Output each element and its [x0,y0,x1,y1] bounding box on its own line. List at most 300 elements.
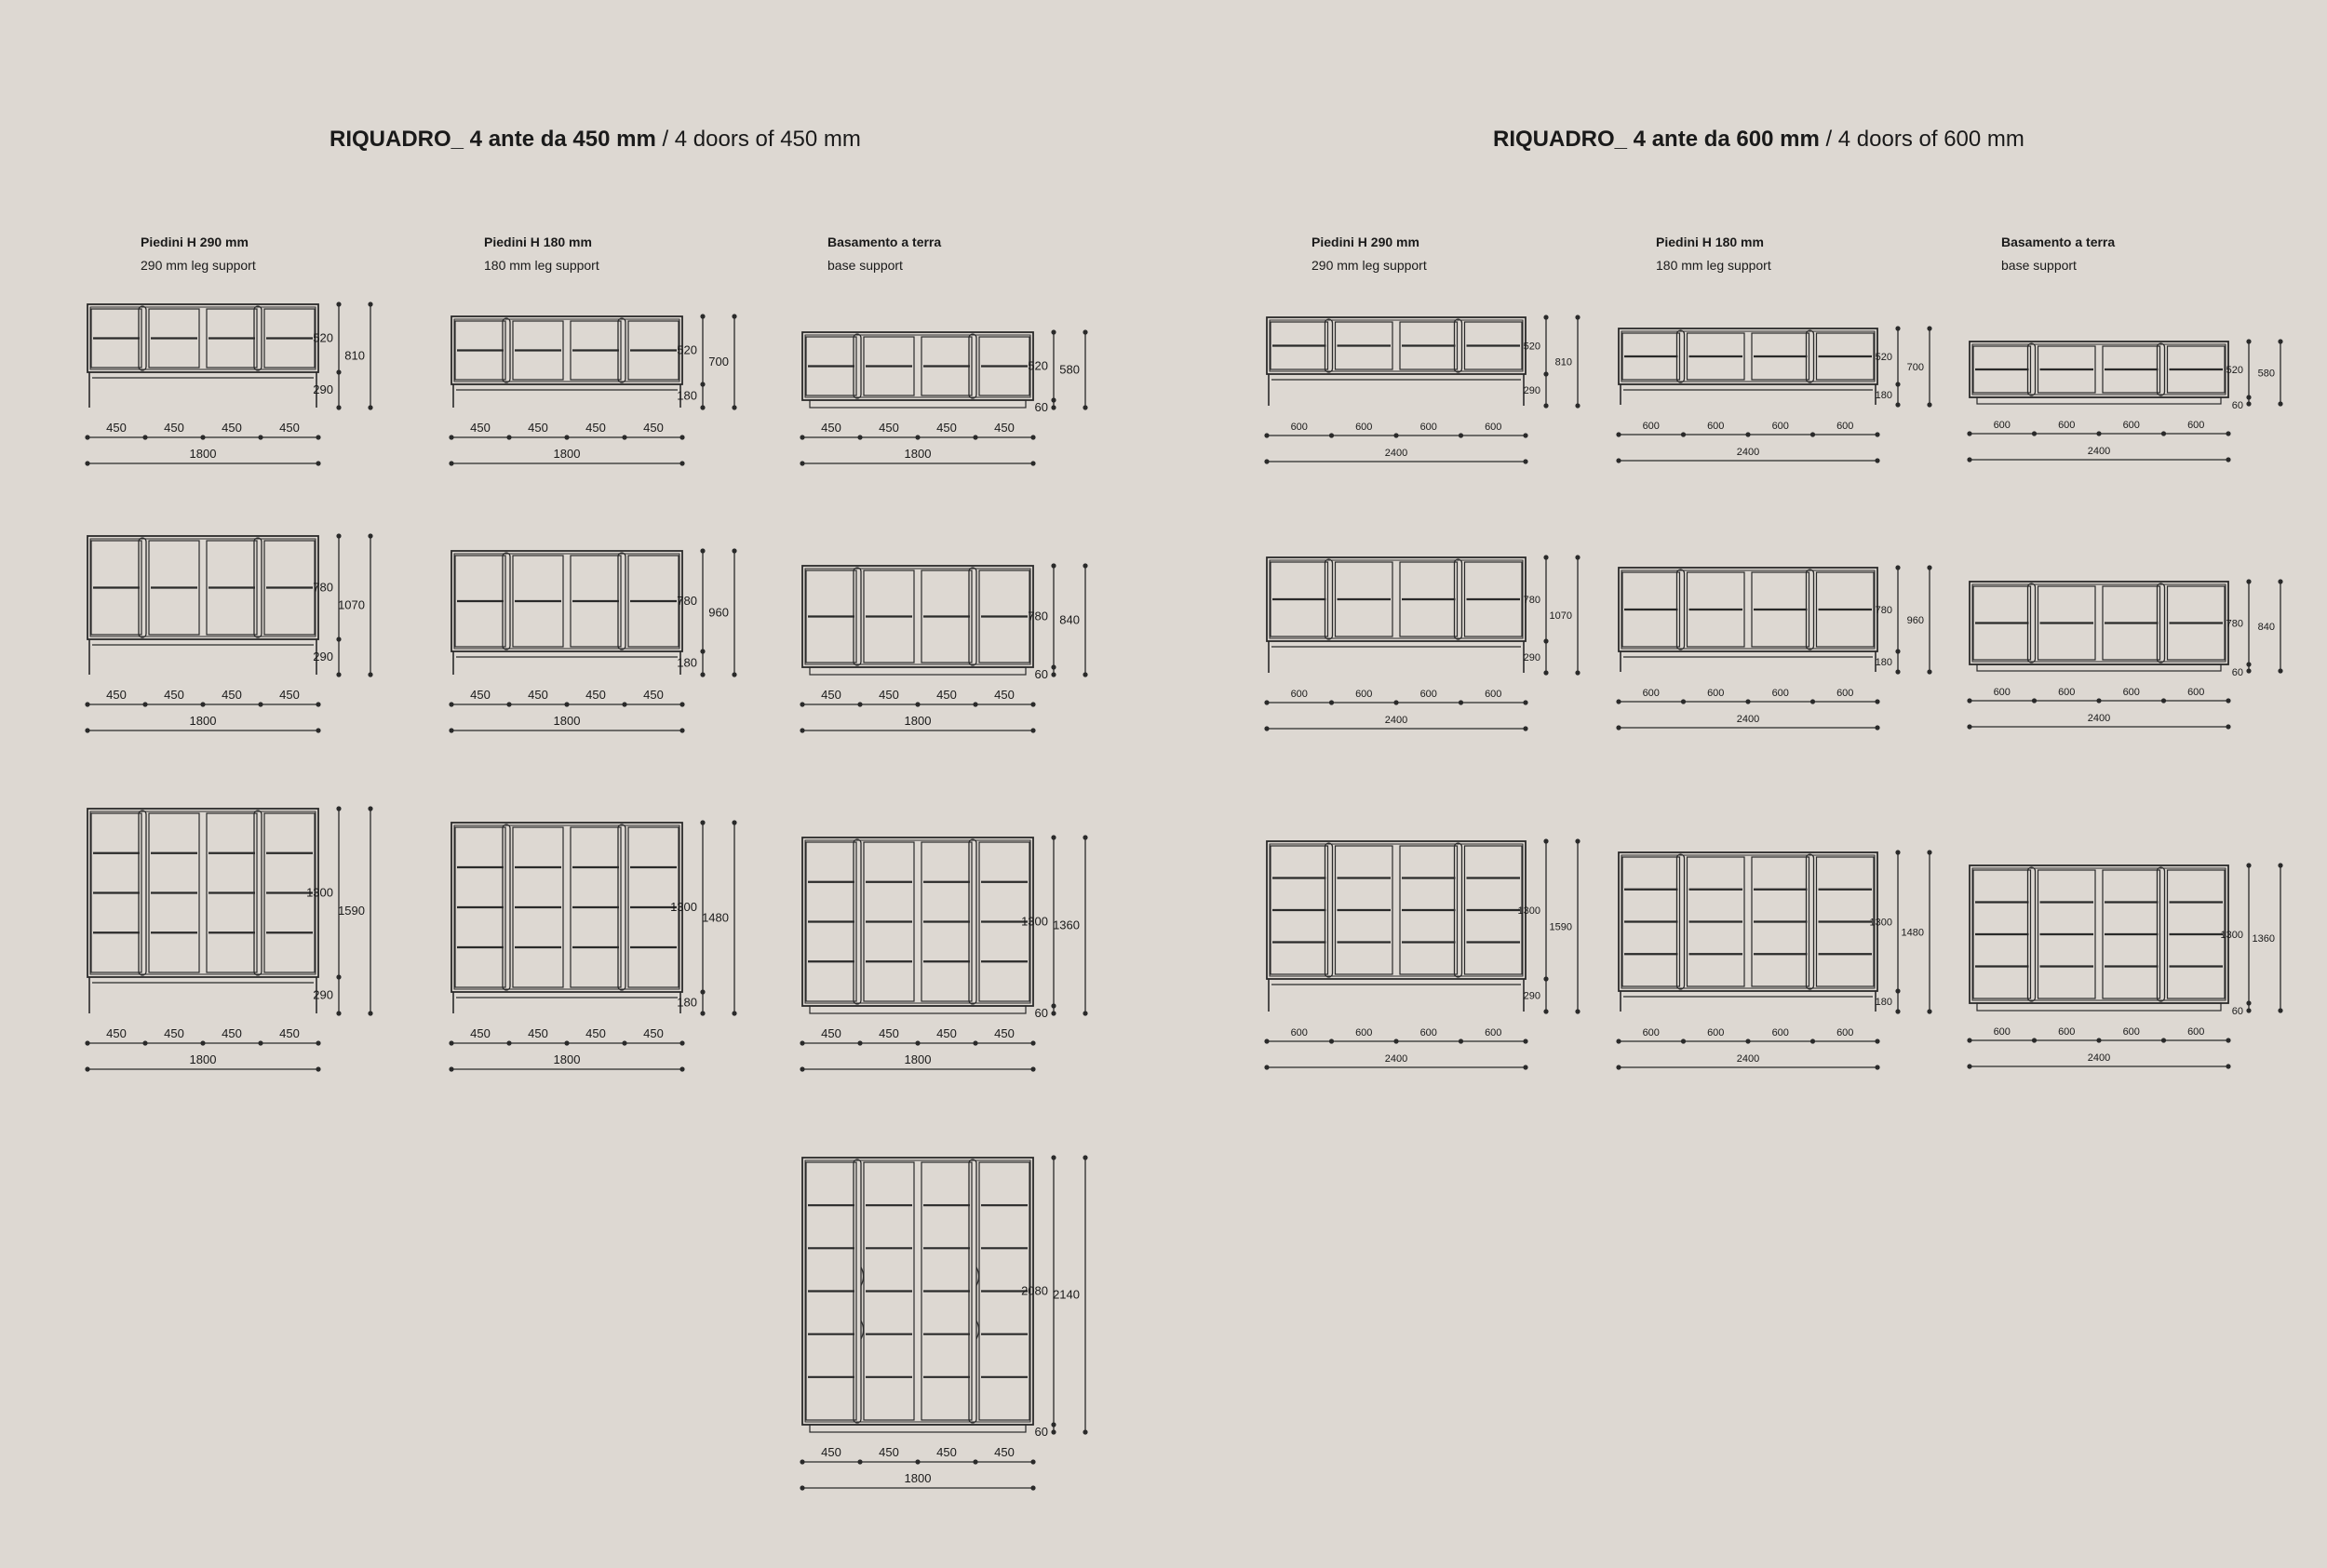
dimension-tick [2161,431,2166,436]
dimension-tick [142,702,147,706]
dimension-tick [368,533,372,538]
dimension-tick [1543,838,1548,843]
dimension-tick [2226,698,2230,703]
door-edge-profile [1807,854,1814,989]
body-height-label: 520 [677,342,697,357]
dimension-tick [2278,668,2282,673]
door-width-label: 600 [2058,1026,2076,1038]
dimension-tick [973,1459,977,1464]
door-width-label: 450 [994,1026,1015,1040]
door-edge-profile [2028,343,2036,395]
total-height-label: 1590 [338,904,365,918]
dimension-tick [700,672,705,677]
total-height-label: 1480 [1901,927,1924,939]
dimension-tick [1393,433,1398,437]
dimension-tick [1329,1039,1334,1043]
door-width-label: 600 [1290,1027,1308,1039]
dimension-tick [1543,555,1548,559]
total-height-label: 700 [1906,362,1924,373]
cabinet-unit-780-legs290 [85,533,372,732]
dimension-tick [368,672,372,677]
door-edge-profile [618,824,625,990]
dimension-tick [1575,1009,1580,1013]
dimension-tick [1967,1038,1971,1042]
door-width-label: 600 [1642,421,1660,432]
dimension-tick [622,435,626,439]
door-edge-profile [1325,843,1333,977]
door-width-label: 450 [106,1026,127,1040]
dimension-tick [857,1040,862,1045]
door-edge-profile [1677,330,1685,382]
door-width-label: 600 [1355,689,1373,700]
dimension-tick [2032,698,2037,703]
dimension-tick [2096,1038,2101,1042]
door-width-label: 450 [879,688,899,702]
dimension-tick [1543,976,1548,981]
door-edge-profile [2028,867,2036,1001]
dimension-tick [564,702,569,706]
dimension-tick [1895,402,1900,407]
door-edge-profile [503,318,510,382]
dimension-tick [2226,1064,2230,1068]
dimension-tick [1051,1422,1056,1427]
door-width-label: 450 [879,1026,899,1040]
door-width-label: 450 [821,1026,841,1040]
dimension-tick [449,1040,453,1045]
dimension-tick [506,702,511,706]
dimension-tick [732,314,736,318]
dimension-tick [1051,1429,1056,1434]
door-edge-profile [503,824,510,990]
total-width-label: 1800 [553,714,581,728]
dimension-tick [258,1040,262,1045]
total-width-label: 2400 [1736,1053,1760,1065]
dimension-tick [1681,432,1686,436]
dimension-tick [336,806,341,811]
dimension-tick [1523,726,1527,730]
cabinet-unit-1300-legs290 [85,806,372,1071]
door-width-label: 600 [1993,420,2011,431]
door-width-label: 450 [936,421,957,435]
dimension-tick [732,672,736,677]
dimension-tick [857,435,862,439]
base-height-label: 290 [313,987,333,1002]
dimension-tick [506,435,511,439]
total-height-label: 700 [708,355,729,369]
door-width-label: 450 [936,688,957,702]
plinth-base [1977,1003,2221,1011]
section-title-light: / 4 doors of 600 mm [1825,127,2024,152]
dimension-tick [2246,863,2251,867]
dimension-tick [316,1040,320,1045]
dimension-tick [1895,382,1900,386]
dimension-tick [1927,1009,1931,1013]
dimension-tick [2246,1000,2251,1005]
dimension-tick [1030,435,1035,439]
door-width-label: 450 [994,1445,1015,1459]
dimension-tick [973,702,977,706]
plinth-base [810,400,1026,408]
door-width-label: 600 [1771,688,1789,699]
column-label: Piedini H 180 mm [1656,235,1764,249]
column-label: Piedini H 290 mm [1311,235,1419,249]
column-label: Basamento a terra [827,235,942,249]
dimension-tick [1616,1065,1621,1069]
door-width-label: 600 [1419,422,1437,433]
dimension-tick [1051,329,1056,334]
total-height-label: 1590 [1549,921,1572,933]
dimension-tick [700,548,705,553]
base-height-label: 290 [313,382,333,396]
cabinet-unit-780-legs290 [1264,555,1580,730]
base-height-label: 180 [1875,390,1892,401]
dimension-tick [1083,672,1087,677]
dimension-tick [800,1066,804,1071]
dimension-tick [1616,725,1621,730]
total-width-label: 1800 [904,1471,932,1485]
door-width-label: 450 [585,1026,606,1040]
plinth-base [1977,397,2221,404]
cabinet-unit-520-legs180 [1616,326,1931,462]
base-height-label: 60 [2231,400,2243,411]
cabinet-unit-780-plinth [1967,579,2282,729]
column-sublabel: 290 mm leg support [141,258,256,273]
door-width-label: 450 [585,421,606,435]
door-width-label: 450 [994,421,1015,435]
dimension-tick [336,302,341,306]
dimension-tick [336,533,341,538]
column-label: Basamento a terra [2001,235,2116,249]
dimension-tick [1875,1065,1879,1069]
dimension-tick [316,1066,320,1071]
cabinet-unit-1300-legs290 [1264,838,1580,1069]
door-width-label: 600 [1707,421,1725,432]
dimension-tick [732,548,736,553]
door-edge-profile [2028,583,2036,663]
base-height-label: 290 [1523,652,1540,663]
door-edge-profile [1807,570,1814,650]
dimension-tick [449,728,453,732]
section-title-light: / 4 doors of 450 mm [662,127,861,152]
total-width-label: 1800 [904,714,932,728]
dimension-tick [2226,1038,2230,1042]
dimension-tick [1083,329,1087,334]
dimension-tick [1575,315,1580,319]
dimension-tick [1810,1039,1815,1043]
dimension-tick [1030,1459,1035,1464]
dimension-tick [679,461,684,465]
door-edge-profile [1677,854,1685,989]
door-width-label: 600 [2058,687,2076,698]
door-edge-profile [1455,559,1462,639]
total-height-label: 960 [1906,615,1924,626]
total-width-label: 1800 [904,447,932,461]
dimension-tick [1523,1065,1527,1069]
total-height-label: 1480 [702,910,729,925]
dimension-tick [258,702,262,706]
base-height-label: 60 [1034,400,1048,414]
door-edge-profile [854,839,861,1004]
dimension-tick [2246,339,2251,343]
door-width-label: 450 [164,1026,184,1040]
plinth-base [1977,664,2221,671]
dimension-tick [700,314,705,318]
cabinet-unit-2080-plinth [800,1155,1087,1490]
door-width-label: 600 [1836,421,1854,432]
dimension-tick [732,820,736,824]
total-height-label: 840 [1059,612,1080,627]
dimension-tick [622,1040,626,1045]
body-height-label: 780 [313,580,333,595]
dimension-tick [622,702,626,706]
door-width-label: 450 [222,421,242,435]
base-height-label: 290 [313,650,333,663]
total-height-label: 1070 [1549,610,1572,622]
door-edge-profile [1325,559,1333,639]
total-width-label: 1800 [904,1052,932,1066]
dimension-tick [915,702,920,706]
dimension-tick [2278,863,2282,867]
dimension-tick [85,461,89,465]
door-width-label: 450 [821,1445,841,1459]
base-height-label: 60 [1034,667,1048,681]
cabinet-unit-1300-plinth [800,835,1087,1071]
dimension-tick [1030,702,1035,706]
door-width-label: 450 [106,688,127,702]
door-width-label: 600 [1485,1027,1502,1039]
dimension-tick [336,672,341,677]
door-edge-profile [139,306,146,370]
door-width-label: 450 [821,688,841,702]
dimension-tick [2278,339,2282,343]
dimension-tick [258,435,262,439]
dimension-tick [506,1040,511,1045]
dimension-tick [700,405,705,409]
dimension-tick [1927,326,1931,330]
door-edge-profile [969,568,976,665]
dimension-tick [1895,850,1900,854]
section-title-bold: RIQUADRO_ 4 ante da 450 mm [330,127,656,152]
body-height-label: 780 [1875,605,1892,616]
door-width-label: 450 [279,1026,300,1040]
dimension-tick [1810,432,1815,436]
door-width-label: 600 [1707,688,1725,699]
dimension-tick [1543,670,1548,675]
door-width-label: 450 [470,421,491,435]
base-height-label: 180 [677,995,697,1010]
dimension-tick [1523,1039,1527,1043]
dimension-tick [1575,670,1580,675]
cabinet-unit-780-legs180 [449,548,736,732]
dimension-tick [1745,1039,1750,1043]
dimension-tick [1875,432,1879,436]
dimension-tick [973,435,977,439]
dimension-tick [1329,433,1334,437]
plinth-base [810,1006,1026,1013]
dimension-tick [1083,835,1087,839]
door-width-label: 600 [2187,420,2205,431]
door-edge-profile [254,538,262,637]
dimension-tick [336,1011,341,1015]
door-edge-profile [969,334,976,398]
door-edge-profile [854,334,861,398]
dimension-tick [800,1040,804,1045]
door-edge-profile [2158,867,2165,1001]
door-width-label: 450 [222,688,242,702]
dimension-tick [368,405,372,409]
section-title-bold: RIQUADRO_ 4 ante da 600 mm [1493,127,1820,152]
dimension-tick [1523,459,1527,463]
dimension-tick [316,728,320,732]
dimension-tick [700,989,705,994]
door-width-label: 450 [879,421,899,435]
base-height-label: 180 [677,655,697,670]
dimension-tick [1967,431,1971,436]
door-width-label: 450 [470,688,491,702]
dimension-tick [1051,1155,1056,1159]
dimension-tick [2246,401,2251,406]
body-height-label: 520 [313,330,333,345]
body-height-label: 1300 [670,900,697,914]
dimension-tick [1927,850,1931,854]
dimension-tick [700,820,705,824]
body-height-label: 780 [1523,595,1540,606]
door-width-label: 450 [994,688,1015,702]
door-edge-profile [969,839,976,1004]
base-height-label: 180 [1875,997,1892,1008]
dimension-tick [1895,649,1900,653]
dimension-tick [1051,397,1056,402]
cabinet-unit-520-legs290 [85,302,372,465]
dimension-tick [2096,431,2101,436]
dimension-tick [800,702,804,706]
base-height-label: 290 [1523,385,1540,396]
total-height-label: 580 [2257,368,2275,380]
dimension-tick [336,405,341,409]
dimension-tick [1895,326,1900,330]
dimension-tick [316,461,320,465]
body-height-label: 520 [2226,365,2243,376]
door-width-label: 600 [1707,1027,1725,1039]
dimension-tick [1083,1429,1087,1434]
body-height-label: 520 [1523,341,1540,353]
door-width-label: 450 [106,421,127,435]
total-width-label: 1800 [553,447,581,461]
dimension-tick [800,461,804,465]
dimension-tick [679,702,684,706]
door-edge-profile [1455,319,1462,372]
total-height-label: 840 [2257,622,2275,633]
dimension-tick [2032,431,2037,436]
dimension-tick [2278,579,2282,583]
column-sublabel: 290 mm leg support [1311,258,1427,273]
plinth-base [810,1425,1026,1432]
dimension-tick [1543,638,1548,643]
total-width-label: 1800 [189,714,217,728]
dimension-tick [316,435,320,439]
door-edge-profile [1325,319,1333,372]
dimension-tick [1264,726,1269,730]
dimension-tick [142,1040,147,1045]
cabinet-unit-520-legs180 [449,314,736,465]
dimension-tick [1264,700,1269,704]
dimension-tick [1051,1011,1056,1015]
dimension-tick [1895,1009,1900,1013]
base-height-label: 60 [1034,1425,1048,1439]
dimension-tick [1616,432,1621,436]
dimension-tick [2278,401,2282,406]
dimension-tick [700,1011,705,1015]
door-width-label: 450 [643,688,664,702]
dimension-tick [200,435,205,439]
dimension-tick [1051,664,1056,669]
dimension-tick [1875,699,1879,704]
dimension-tick [973,1040,977,1045]
dimension-tick [1967,457,1971,462]
dimension-tick [142,435,147,439]
total-height-label: 1360 [1053,918,1080,932]
total-height-label: 810 [344,348,365,363]
door-width-label: 600 [1290,689,1308,700]
body-height-label: 780 [2226,618,2243,630]
cabinet-unit-520-legs290 [1264,315,1580,463]
dimension-tick [857,702,862,706]
base-height-label: 60 [2231,1006,2243,1017]
dimension-tick [1575,403,1580,408]
dimension-tick [1393,1039,1398,1043]
dimension-tick [2246,1008,2251,1012]
door-width-label: 450 [470,1026,491,1040]
dimension-tick [1681,699,1686,704]
door-edge-profile [139,811,146,975]
column-label: Piedini H 180 mm [484,235,592,249]
door-width-label: 450 [643,1026,664,1040]
total-width-label: 1800 [189,1052,217,1066]
dimension-tick [1616,1039,1621,1043]
dimension-tick [2161,698,2166,703]
cabinet-unit-520-plinth [800,329,1087,465]
dimension-tick [1393,700,1398,704]
dimension-tick [915,435,920,439]
door-width-label: 450 [164,688,184,702]
dimension-tick [85,1066,89,1071]
dimension-tick [2096,698,2101,703]
dimension-tick [915,1459,920,1464]
dimension-tick [800,435,804,439]
base-height-label: 180 [677,388,697,403]
cabinet-unit-1300-legs180 [449,820,736,1071]
dimension-tick [85,435,89,439]
dimension-tick [2161,1038,2166,1042]
dimension-tick [732,1011,736,1015]
dimension-tick [1030,1040,1035,1045]
cabinet-unit-1300-legs180 [1616,850,1931,1069]
dimension-tick [2246,579,2251,583]
dimension-tick [2226,457,2230,462]
base-height-label: 290 [1523,990,1540,1002]
dimension-tick [1895,565,1900,570]
dimension-tick [800,728,804,732]
door-width-label: 600 [1993,1026,2011,1038]
cabinet-unit-1300-plinth [1967,863,2282,1068]
dimension-tick [449,435,453,439]
dimension-tick [1927,402,1931,407]
dimension-tick [336,369,341,374]
column-sublabel: 180 mm leg support [484,258,599,273]
door-width-label: 450 [936,1026,957,1040]
dimension-tick [679,435,684,439]
dimension-tick [85,702,89,706]
